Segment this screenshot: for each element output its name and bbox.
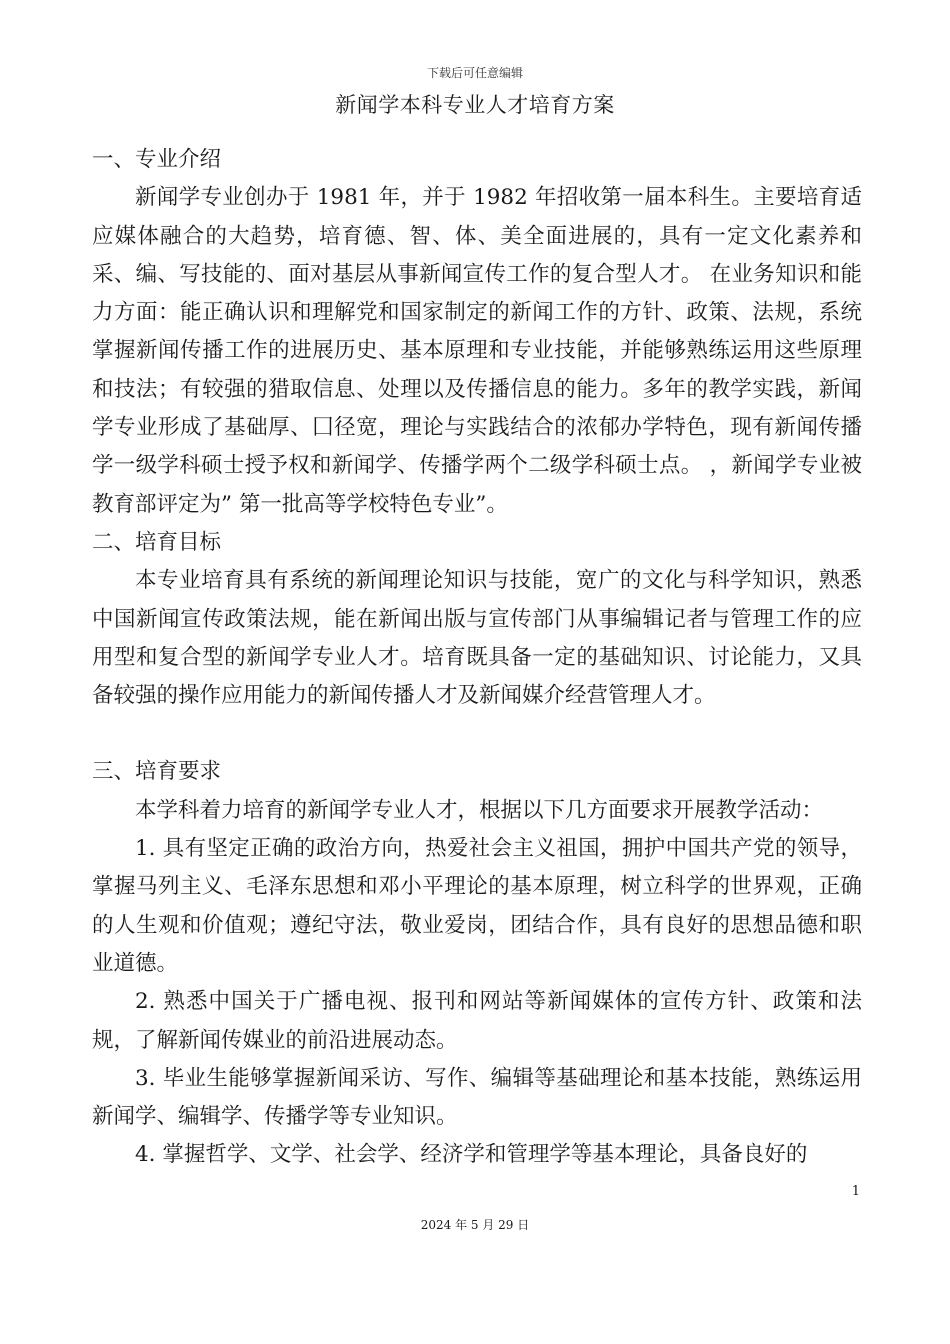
document-title: 新闻学本科专业人才培育方案	[335, 93, 615, 117]
requirements-intro: 本学科着力培育的新闻学专业人才，根据以下几方面要求开展教学活动：	[135, 797, 824, 823]
requirement-item-3: 3. 毕业生能够掌握新闻采访、写作、编辑等基础理论和基本技能，熟练运用新闻学、编辑学、传播学等专业知识。	[92, 1065, 862, 1130]
requirement-item-2: 2. 熟悉中国关于广播电视、报刊和网站等新闻媒体的宣传方针、政策和法规，了解新闻传媒业的前沿进展动态。	[92, 989, 862, 1053]
intro-paragraph: 新闻学专业创办于 1981 年，并于 1982 年招收第一届本科生。主要培育适应媒体融合的大趋势，培育德、智、体、美全面进展的，具有一定文化素养和采、编、写技能的、面对基层从事新闻宣传工作的复合型人才。 在业务知识和能力方面：能正确认识和理解党和国家制定的新闻工作的方针、政策、法规，系统掌握新闻传播工作的进展历史、基本原理和专业技能，并能够熟练运用这些原理和技法；有较强的猎取信息、处理以及传播信息的能力。多年的教学实践，新闻学专业形成了基础厚、囗径宽，理论与实践结合的浓郁办学特色，现有新闻传播学一级学科硕士授予权和新闻学、传播学两个二级学科硕士点。 ，新闻学专业被教育部评定为” 第一批高等学校特色专业”。	[92, 185, 862, 517]
header-note: 下载后可任意编辑	[426, 66, 523, 80]
section-heading-requirements: 三、培育要求	[92, 759, 222, 785]
section-heading-goal: 二、培育目标	[92, 529, 222, 555]
footer-date: 2024 年 5 月 29 日	[420, 1218, 530, 1232]
goal-paragraph: 本专业培育具有系统的新闻理论知识与技能，宽广的文化与科学知识，熟悉中国新闻宣传政策法规，能在新闻出版与宣传部门从事编辑记者与管理工作的应用型和复合型的新闻学专业人才。培育既具备一定的基础知识、讨论能力，又具备较强的操作应用能力的新闻传播人才及新闻媒介经营管理人才。	[92, 568, 862, 709]
requirement-item-4: 4. 掌握哲学、文学、社会学、经济学和管理学等基本理论，具备良好的	[135, 1142, 808, 1168]
paragraph-gap	[92, 715, 862, 753]
requirement-item-1: 1. 具有坚定正确的政治方向，热爱社会主义祖国，拥护中国共产党的领导，掌握马列主义、毛泽东思想和邓小平理论的基本原理，树立科学的世界观，正确的人生观和价值观；遵纪守法，敬业爱岗，团结合作，具有良好的思想品德和职业道德。	[92, 836, 862, 976]
page-number: 1	[851, 1184, 860, 1199]
document-body	[92, 141, 862, 1175]
section-heading-intro: 一、专业介绍	[92, 147, 222, 172]
